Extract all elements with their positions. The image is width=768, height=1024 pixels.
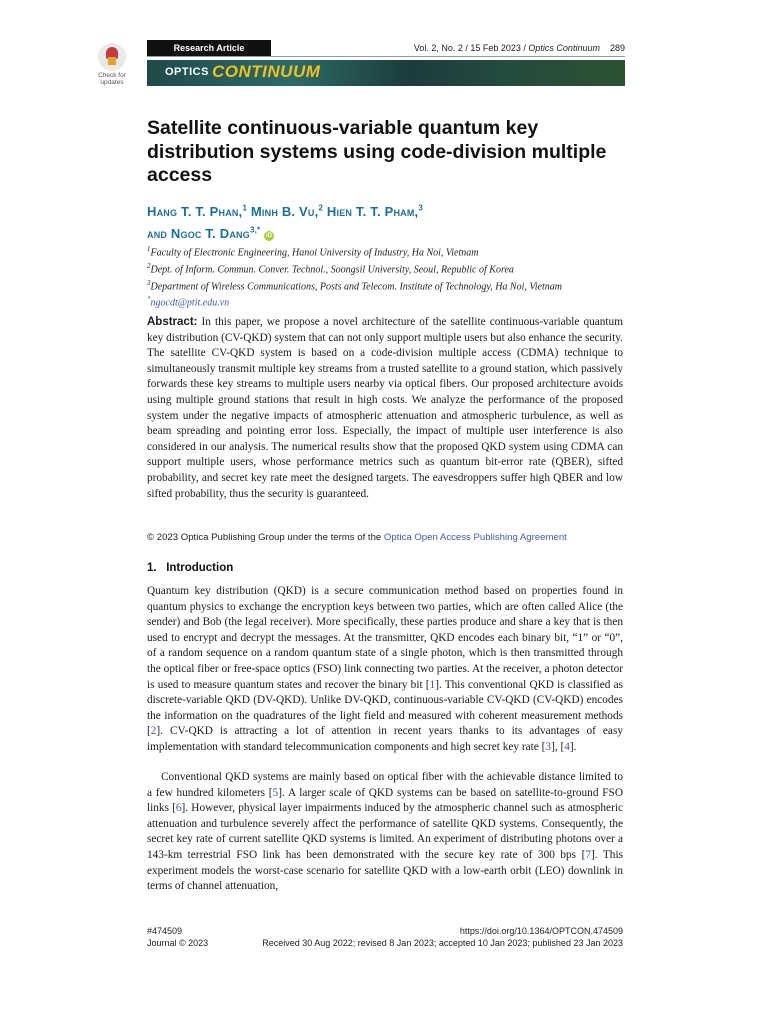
article-type-label: Research Article <box>147 40 271 56</box>
affiliations <box>147 243 625 310</box>
section-heading: 1. Introduction <box>147 562 234 574</box>
page-number: 289 <box>609 43 625 53</box>
affiliation: $^2$Dept. of Inform. Commun. Conver. Technol., Soongsil University, Seoul, Republic of Korea <box>147 261 514 276</box>
abstract-text: In this paper, we propose a novel architecture of the satellite continuous-variable quantum key distribution (CV-QKD) system that can not only support multiple users but also enhance the security. The satellite CV-QKD system is based on a code-division multiple access (CDMA) technique to simultaneously transmit multiple key streams from a trusted satellite to a ground station, which passively forwards these key streams to multiple users nearby via optical fibers. Our proposed architecture avoids using multiple ground stations that result in high costs. We analyze the performance of the proposed system under the negative impacts of atmospheric attenuation and atmospheric turbulence, as well as beam spreading and pointing error loss. Especially, the impact of multiple user interference is also considered in our analysis. The numerical results show that the proposed QKD system using CDMA can support multiple users, whose performance metrics such as quantum bit-error rate (QBER), sifted probability, and secret key rate meet the designed targets. The eavesdroppers suffer high QBER and low sifted probability, thus the security is guaranteed. <box>147 316 623 500</box>
paragraph-text: ], [ <box>551 740 565 753</box>
abstract-heading: Abstract: <box>147 316 198 328</box>
citation-link[interactable]: 6 <box>175 802 182 815</box>
brand-continuum: CONTINUUM <box>212 62 321 81</box>
paragraph-text: ]. However, physical layer impairments induced by the atmospheric channel such as atmospheric attenuation and turbulence severely affect the performance of satellite QKD systems. Consequently, the secret key rate of current satellite QKD systems is limited. An experiment of distributing photons over a 143-km terrestrial FSO link has been demonstrated with the secure key rate of 300 bps [ <box>147 802 623 861</box>
article-id: #474509 <box>147 926 183 936</box>
author[interactable]: Hang T. T. Phan,$^1$ <box>147 204 248 220</box>
citation-link[interactable]: 3 <box>545 740 552 753</box>
paragraph-text: ]. A larger scale of QKD systems can be based on satellite-to-ground FSO links [ <box>147 786 623 815</box>
abstract <box>147 315 623 502</box>
journal-header <box>147 40 625 57</box>
brand-optics: OPTICS <box>165 66 209 78</box>
citation-link[interactable]: 2 <box>150 725 157 738</box>
volume-info: Vol. 2, No. 2 / 15 Feb 2023 / <box>413 43 529 53</box>
intro-paragraph-2 <box>147 770 623 895</box>
author[interactable]: Minh B. Vu,$^2$ <box>250 204 324 220</box>
author[interactable]: and Ngoc T. Dang$^{3,*}$ <box>147 225 261 241</box>
affiliation: $^3$Department of Wireless Communications, Posts and Telecom. Institute of Technology, Ha Noi, Vietnam <box>147 278 562 292</box>
paragraph-text: ]. CV-QKD is attracting a lot of attention in recent years thanks to its advantages of easy implementation with standard telecommunication components and high secret key rate [ <box>147 725 623 753</box>
paragraph-text: ]. <box>569 740 577 753</box>
copyright-notice: © 2023 Optica Publishing Group under the terms of the Optica Open Access Publishing Agreement <box>147 532 567 543</box>
check-for-updates-icon <box>98 43 126 71</box>
publication-dates: Received 30 Aug 2022; revised 8 Jan 2023; accepted 10 Jan 2023; published 23 Jan 2023 <box>262 937 623 948</box>
check-for-updates-label: Check for updates <box>98 72 126 86</box>
paragraph-text: ]. This experiment models the worst-case scenario for satellite QKD with a low-earth orbit (LEO) downlink in terms of channel attenuation, <box>147 848 623 893</box>
journal-brand-banner <box>147 60 625 86</box>
citation-link[interactable]: 1 <box>429 678 436 691</box>
footer-left <box>147 926 208 949</box>
citation-link[interactable]: 4 <box>564 740 570 753</box>
journal-copyright: Journal © 2023 <box>147 937 209 948</box>
citation-link[interactable]: 7 <box>585 848 592 861</box>
doi-link[interactable]: https://doi.org/10.1364/OPTCON.474509 <box>459 926 623 936</box>
author[interactable]: Hien T. T. Pham,$^3$ <box>326 204 424 220</box>
footer-right <box>262 926 623 949</box>
journal-name: Optics Continuum <box>528 43 600 53</box>
paragraph-text: Conventional QKD systems are mainly based on optical fiber with the achievable distance limited to a few hundred kilometers [ <box>147 771 623 799</box>
author-list <box>147 200 617 243</box>
check-for-updates-badge[interactable] <box>92 43 132 89</box>
corresponding-email[interactable]: *ngocdt@ptit.edu.vn <box>147 295 230 309</box>
paragraph-text: ]. This conventional QKD is classified as discrete-variable QKD (DV-QKD). Unlike DV-QKD, continuous-variable CV-QKD (CV-QKD) encodes the information on the quadratures of the light field and measured with coherent measurement methods [ <box>147 678 624 738</box>
license-link[interactable]: Optica Open Access Publishing Agreement <box>383 532 567 543</box>
paper-title: Satellite continuous-variable quantum key distribution systems using code-division multiple access <box>147 117 607 186</box>
intro-paragraph-1 <box>147 584 623 756</box>
paragraph-text: Quantum key distribution (QKD) is a secure communication method based on properties found in quantum physics to exchange the encryption keys between two parties, which are often called Alice (the sender) and Bob (the legal receiver). More specifically, these parties produce and share a key that is then used to encrypt and decrypt the messages. At the transmitter, QKD encodes each binary bit, “1” or “0”, of a random sequence on a random quantum state of a single photon, which is then transmitted through the optical fiber or free-space optics (FSO) link connecting two parties. At the receiver, a photon detector is used to measure quantum states and recover the binary bit [ <box>147 585 623 691</box>
orcid-icon[interactable]: iD <box>265 232 273 239</box>
citation-link[interactable]: 5 <box>272 786 279 799</box>
journal-info <box>414 40 625 56</box>
affiliation: $^1$Faculty of Electronic Engineering, Hanoi University of Industry, Ha Noi, Vietnam <box>147 245 479 259</box>
